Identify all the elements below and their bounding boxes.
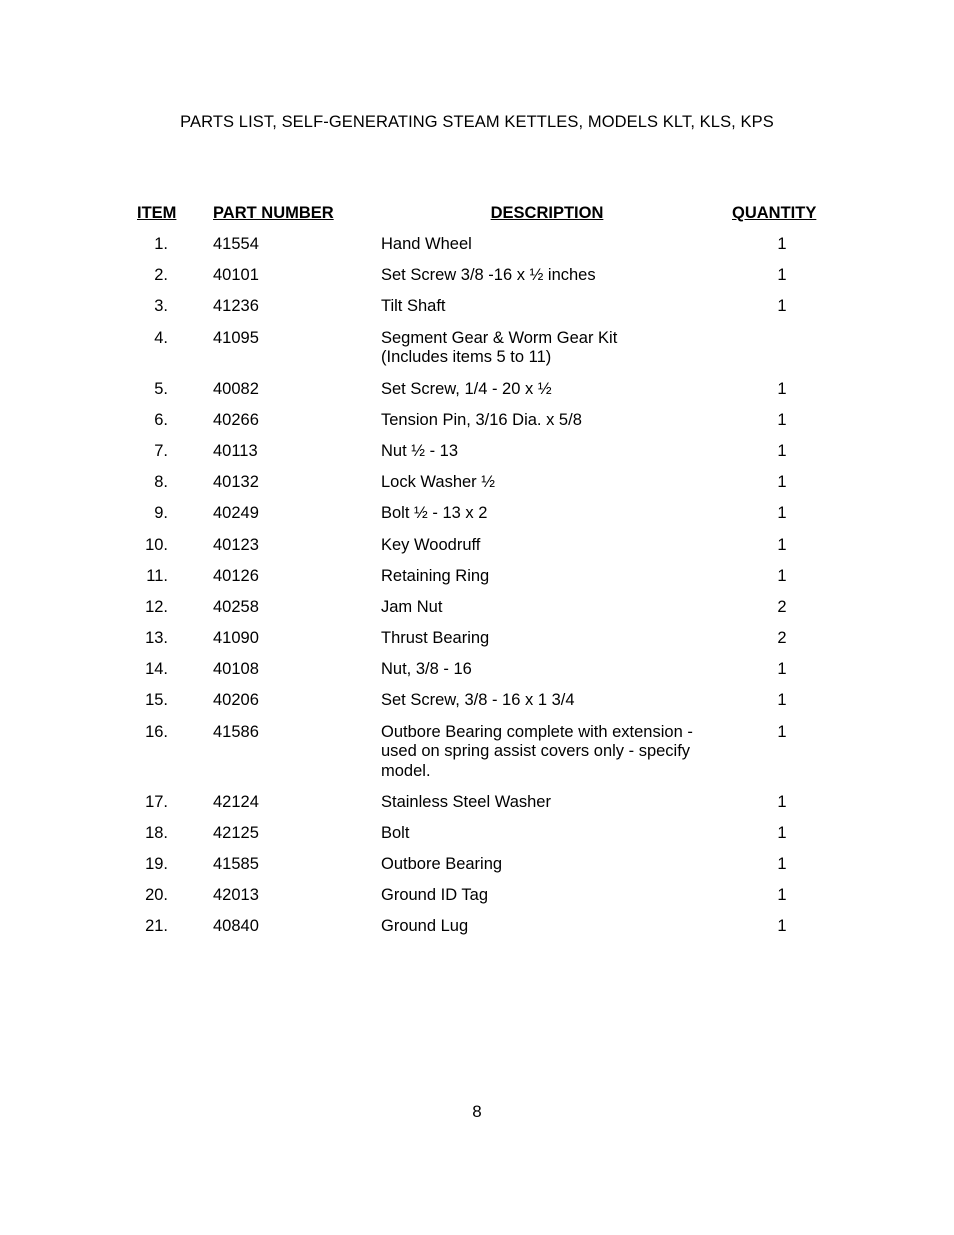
part-number: 40101 [213, 266, 259, 285]
part-description: Ground ID Tag [381, 886, 489, 905]
item-number: 21. [145, 917, 168, 936]
part-number: 40206 [213, 691, 259, 710]
part-number: 41586 [213, 722, 259, 741]
part-description: Set Screw, 1/4 - 20 x ½ [381, 379, 552, 398]
table-row [0, 442, 954, 473]
part-quantity: 1 [777, 441, 787, 460]
table-row [0, 723, 954, 793]
item-number: 17. [145, 792, 168, 811]
part-quantity: 1 [777, 855, 787, 873]
part-number: 41585 [213, 855, 259, 873]
item-number: 8. [154, 473, 168, 492]
part-number: 42124 [213, 792, 259, 811]
part-description: Key Woodruff [381, 535, 481, 554]
part-quantity: 1 [777, 379, 787, 398]
table-row [0, 824, 954, 855]
part-number: 40126 [213, 566, 259, 585]
item-number: 9. [154, 504, 168, 523]
part-quantity: 1 [777, 504, 787, 523]
item-number: 11. [146, 566, 168, 585]
part-description: Set Screw 3/8 -16 x ½ inches [381, 266, 596, 285]
part-quantity: 1 [777, 410, 787, 429]
part-description: Set Screw, 3/8 - 16 x 1 3/4 [381, 691, 575, 710]
part-quantity: 1 [777, 566, 787, 585]
item-number: 12. [145, 597, 168, 616]
item-number: 2. [154, 266, 168, 285]
table-row [0, 660, 954, 691]
table-row [0, 297, 954, 328]
part-number: 41095 [213, 328, 259, 347]
column-header-part-number: PART NUMBER [213, 204, 334, 222]
table-row [0, 380, 954, 411]
item-number: 6. [154, 410, 168, 429]
part-description: Stainless Steel Washer [381, 792, 551, 811]
part-quantity: 1 [777, 691, 787, 710]
table-body [0, 235, 954, 949]
item-number: 15. [145, 691, 168, 710]
column-header-quantity: QUANTITY [732, 204, 817, 222]
part-description: Segment Gear & Worm Gear Kit (Includes items 5 to 11) [381, 328, 618, 367]
part-number: 40113 [213, 441, 258, 460]
item-number: 14. [145, 660, 168, 679]
part-quantity: 1 [777, 266, 787, 285]
part-quantity: 1 [777, 886, 787, 905]
part-quantity: 2 [777, 629, 787, 648]
part-description: Hand Wheel [381, 235, 472, 253]
part-quantity: 1 [777, 660, 787, 679]
item-number: 13. [145, 629, 168, 648]
part-description: Bolt [381, 823, 410, 842]
part-description: Nut, 3/8 - 16 [381, 660, 472, 679]
table-row [0, 266, 954, 297]
item-number: 19. [145, 855, 168, 873]
part-quantity: 1 [777, 297, 787, 316]
part-number: 40132 [213, 473, 259, 492]
part-description: Jam Nut [381, 597, 443, 616]
part-number: 40266 [213, 410, 259, 429]
part-description: Tension Pin, 3/16 Dia. x 5/8 [381, 410, 582, 429]
part-number: 40108 [213, 660, 259, 679]
part-quantity: 1 [777, 792, 787, 811]
item-number: 10. [145, 535, 168, 554]
table-row [0, 598, 954, 629]
table-row [0, 855, 954, 886]
part-number: 42013 [213, 886, 259, 905]
part-quantity: 1 [777, 722, 787, 741]
part-description: Retaining Ring [381, 566, 490, 585]
part-description: Outbore Bearing [381, 855, 503, 873]
table-row [0, 917, 954, 948]
item-number: 7. [154, 441, 168, 460]
item-number: 5. [154, 379, 168, 398]
item-number: 20. [145, 886, 168, 905]
table-row [0, 886, 954, 917]
column-header-item: ITEM [137, 204, 177, 222]
table-row [0, 691, 954, 722]
page-number: 8 [472, 1102, 482, 1121]
table-row [0, 235, 954, 266]
table-row [0, 793, 954, 824]
table-row [0, 411, 954, 442]
item-number: 16. [145, 722, 168, 741]
table-row [0, 473, 954, 504]
page-title: PARTS LIST, SELF-GENERATING STEAM KETTLES, MODELS KLT, KLS, KPS [180, 113, 774, 131]
part-number: 40249 [213, 504, 259, 523]
part-description: Tilt Shaft [381, 297, 446, 316]
table-row [0, 536, 954, 567]
column-header-description: DESCRIPTION [490, 204, 604, 222]
table-row [0, 504, 954, 535]
part-number: 40840 [213, 917, 259, 936]
part-description: Outbore Bearing complete with extension - used on spring assist covers only - specify model. [381, 722, 693, 780]
part-number: 40123 [213, 535, 259, 554]
item-number: 3. [154, 297, 168, 316]
part-quantity: 2 [777, 597, 787, 616]
part-number: 40258 [213, 597, 259, 616]
part-description: Bolt ½ - 13 x 2 [381, 504, 488, 523]
table-row [0, 629, 954, 660]
item-number: 4. [154, 328, 168, 347]
part-quantity: 1 [777, 823, 787, 842]
table-row [0, 329, 954, 380]
item-number: 1. [154, 235, 168, 253]
item-number: 18. [145, 823, 168, 842]
part-quantity: 1 [777, 917, 787, 936]
part-quantity: 1 [777, 473, 787, 492]
part-number: 41236 [213, 297, 259, 316]
table-row [0, 567, 954, 598]
part-quantity: 1 [777, 535, 787, 554]
part-description: Ground Lug [381, 917, 469, 936]
part-description: Nut ½ - 13 [381, 441, 459, 460]
part-number: 41090 [213, 629, 259, 648]
part-description: Lock Washer ½ [381, 473, 496, 492]
part-number: 40082 [213, 379, 259, 398]
part-number: 42125 [213, 823, 259, 842]
part-description: Thrust Bearing [381, 629, 490, 648]
part-quantity: 1 [777, 235, 787, 253]
part-number: 41554 [213, 235, 259, 253]
